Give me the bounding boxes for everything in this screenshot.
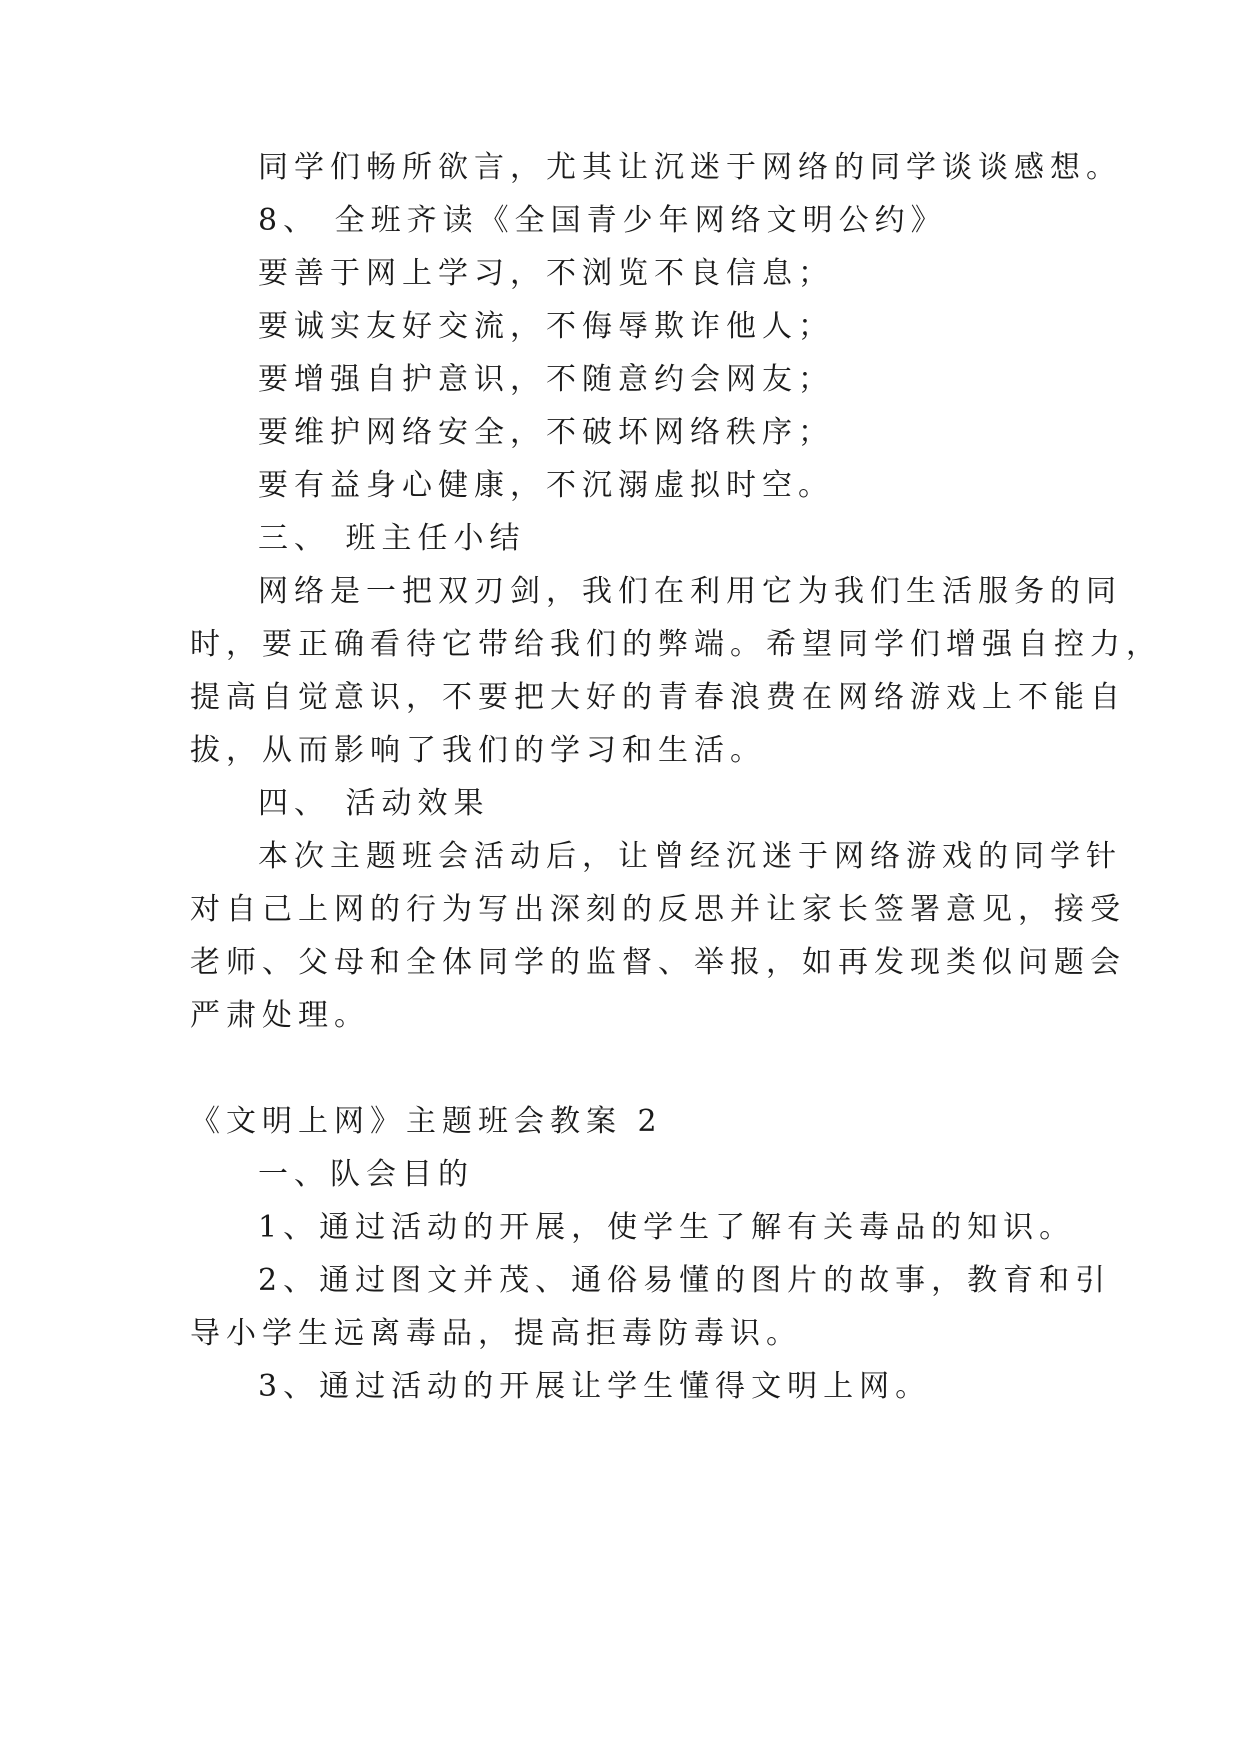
heading-effect: 四、 活动效果 — [258, 786, 490, 821]
pact-line: 要有益身心健康，不沉溺虚拟时空。 — [258, 468, 834, 503]
heading-goals: 一、队会目的 — [258, 1157, 474, 1192]
heading-summary: 三、 班主任小结 — [258, 521, 526, 556]
section-title: 《文明上网》主题班会教案 2 — [190, 1104, 663, 1139]
goal-3: 3、通过活动的开展让学生懂得文明上网。 — [258, 1369, 932, 1404]
goal-2-line: 2、通过图文并茂、通俗易懂的图片的故事，教育和引 — [258, 1263, 1112, 1298]
pact-line: 要诚实友好交流，不侮辱欺诈他人； — [258, 309, 834, 344]
effect-line: 严肃处理。 — [190, 998, 370, 1033]
effect-line: 老师、父母和全体同学的监督、举报，如再发现类似问题会 — [190, 945, 1126, 980]
item-8: 8、 全班齐读《全国青少年网络文明公约》 — [258, 203, 947, 238]
paragraph-share: 同学们畅所欲言，尤其让沉迷于网络的同学谈谈感想。 — [258, 150, 1122, 185]
pact-line: 要善于网上学习，不浏览不良信息； — [258, 256, 834, 291]
summary-line: 拔，从而影响了我们的学习和生活。 — [190, 733, 766, 768]
summary-line: 网络是一把双刃剑，我们在利用它为我们生活服务的同 — [258, 574, 1122, 609]
effect-line: 本次主题班会活动后，让曾经沉迷于网络游戏的同学针 — [258, 839, 1122, 874]
goal-2-line: 导小学生远离毒品，提高拒毒防毒识。 — [190, 1316, 802, 1351]
effect-line: 对自己上网的行为写出深刻的反思并让家长签署意见，接受 — [190, 892, 1126, 927]
summary-line: 时，要正确看待它带给我们的弊端。希望同学们增强自控力， — [190, 627, 1162, 662]
summary-line: 提高自觉意识，不要把大好的青春浪费在网络游戏上不能自 — [190, 680, 1126, 715]
pact-line: 要增强自护意识，不随意约会网友； — [258, 362, 834, 397]
pact-line: 要维护网络安全，不破坏网络秩序； — [258, 415, 834, 450]
goal-1: 1、通过活动的开展，使学生了解有关毒品的知识。 — [258, 1210, 1076, 1245]
